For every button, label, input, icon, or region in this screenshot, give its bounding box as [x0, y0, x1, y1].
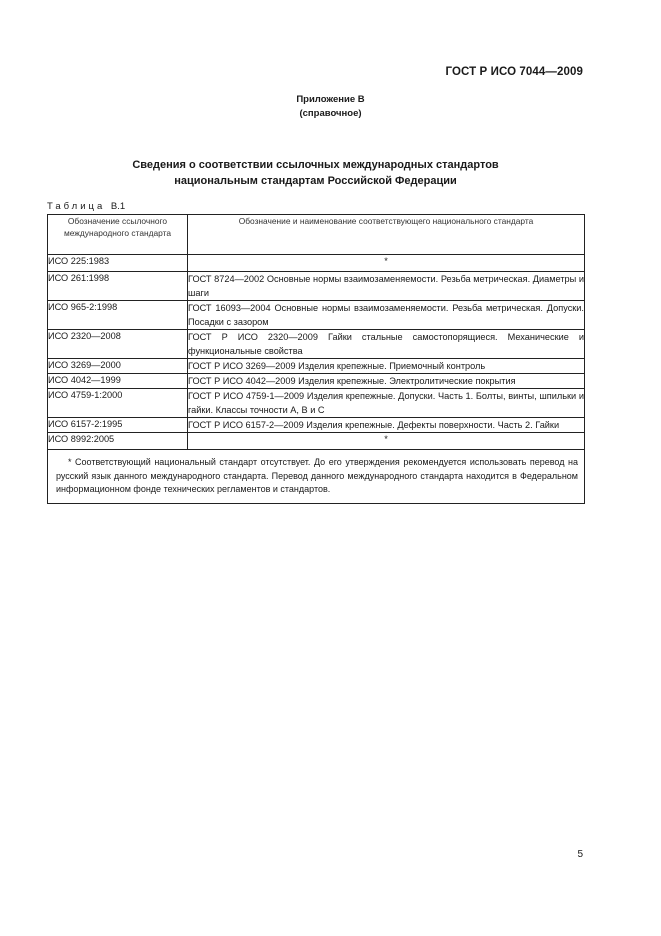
- iso-standard-cell: ИСО 2320—2008: [48, 330, 188, 359]
- table-footnote: [48, 450, 585, 504]
- header-iso-column: [48, 215, 188, 255]
- iso-standard-cell: ИСО 3269—2000: [48, 359, 188, 374]
- footnote-text: * Соответствующий национальный стандарт отсутствует. До его утверждения рекомендуется использовать перевод на русский язык данного международного стандарта. Перевод данного международного стандарта находится в Федеральном информационном фонде технических регламентов и стандартов.: [56, 457, 578, 494]
- iso-standard-cell: ИСО 965-2:1998: [48, 301, 188, 330]
- national-standard-cell: *: [188, 433, 585, 450]
- document-code: ГОСТ Р ИСО 7044—2009: [445, 66, 583, 78]
- appendix-subtitle: (справочное): [299, 108, 362, 119]
- national-standard-cell: ГОСТ Р ИСО 3269—2009 Изделия крепежные. Приемочный контроль: [188, 359, 585, 374]
- iso-standard-cell: ИСО 4042—1999: [48, 374, 188, 389]
- table-row: [48, 330, 585, 359]
- iso-standard-cell: ИСО 4759-1:2000: [48, 389, 188, 418]
- national-standard-cell: ГОСТ Р ИСО 4042—2009 Изделия крепежные. Электролитические покрытия: [188, 374, 585, 389]
- national-standard-cell: ГОСТ Р ИСО 6157-2—2009 Изделия крепежные. Дефекты поверхности. Часть 2. Гайки: [188, 418, 585, 433]
- iso-standard-cell: ИСО 8992:2005: [48, 433, 188, 450]
- iso-standard-cell: ИСО 225:1983: [48, 255, 188, 272]
- iso-standard-cell: ИСО 6157-2:1995: [48, 418, 188, 433]
- national-standard-cell: ГОСТ 8724—2002 Основные нормы взаимозаменяемости. Резьба метрическая. Диаметры и шаги: [188, 272, 585, 301]
- table-row: [48, 418, 585, 433]
- table-row: [48, 433, 585, 450]
- section-heading-line2: национальным стандартам Российской Федерации: [174, 175, 457, 187]
- iso-standard-cell: ИСО 261:1998: [48, 272, 188, 301]
- table-row: [48, 272, 585, 301]
- table-row: [48, 374, 585, 389]
- table-header-row: [48, 215, 585, 255]
- page-number: 5: [577, 849, 583, 860]
- national-standard-cell: ГОСТ Р ИСО 2320—2009 Гайки стальные самостопорящиеся. Механические и функциональные свойства: [188, 330, 585, 359]
- header-iso-line1: Обозначение ссылочного: [67, 216, 168, 226]
- table-caption-number: В.1: [110, 201, 126, 212]
- section-heading-line1: Сведения о соответствии ссылочных международных стандартов: [132, 159, 499, 171]
- header-iso-line2: международного стандарта: [63, 228, 172, 238]
- table-row: [48, 359, 585, 374]
- table-caption-prefix: Таблица: [47, 201, 106, 212]
- table-footnote-row: [48, 450, 585, 504]
- table-caption: [47, 201, 125, 212]
- national-standard-cell: ГОСТ Р ИСО 4759-1—2009 Изделия крепежные. Допуски. Часть 1. Болты, винты, шпильки и гайки. Классы точности А, В и С: [188, 389, 585, 418]
- standards-mapping-table: [47, 214, 585, 504]
- header-national-column: Обозначение и наименование соответствующего национального стандарта: [188, 215, 585, 255]
- table-row: [48, 255, 585, 272]
- appendix-title: Приложение В: [296, 94, 365, 105]
- table-row: [48, 389, 585, 418]
- national-standard-cell: ГОСТ 16093—2004 Основные нормы взаимозаменяемости. Резьба метрическая. Допуски. Посадки с зазором: [188, 301, 585, 330]
- national-standard-cell: *: [188, 255, 585, 272]
- table-row: [48, 301, 585, 330]
